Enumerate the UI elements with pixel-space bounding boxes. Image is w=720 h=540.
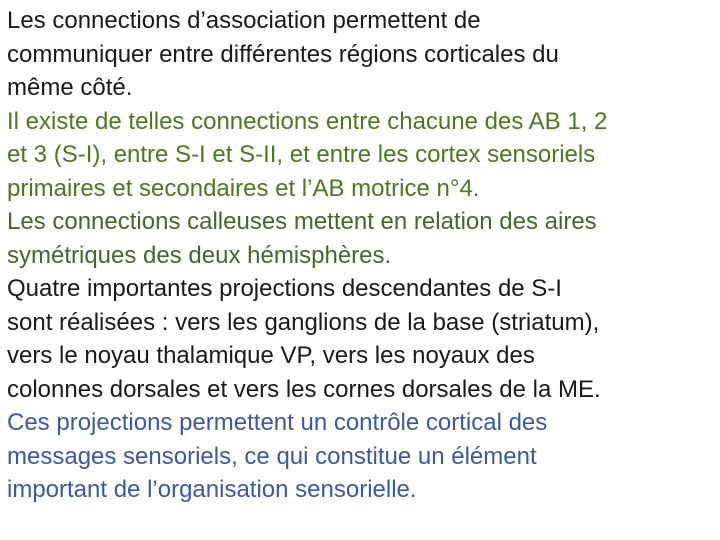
text-line: Quatre importantes projections descendantes de S-I <box>7 275 562 302</box>
text-line: même côté. <box>7 74 133 101</box>
text-line: Les connections calleuses mettent en relation des aires <box>7 208 597 235</box>
text-line: important de l’organisation sensorielle. <box>7 476 417 503</box>
paragraph-ab-connections <box>7 105 714 206</box>
paragraph-callosal <box>7 205 714 272</box>
paragraph-association <box>7 4 714 105</box>
text-line: symétriques des deux hémisphères. <box>7 241 392 269</box>
text-line: vers le noyau thalamique VP, vers les noyaux des <box>7 342 535 369</box>
text-line: Ces projections permettent un contrôle cortical des <box>7 409 548 436</box>
text-line: Il existe de telles connections entre chacune des AB 1, 2 <box>7 107 608 135</box>
paragraph-cortical-control <box>7 406 714 507</box>
paragraph-descending-projections <box>7 272 714 406</box>
text-line: primaires et secondaires et l’AB motrice n°4. <box>7 174 480 202</box>
text-line: Les connections d’association permettent de <box>7 7 481 34</box>
text-line: sont réalisées : vers les ganglions de la base (striatum), <box>7 308 600 336</box>
text-line: communiquer entre différentes régions corticales du <box>7 40 559 68</box>
text-line: et 3 (S-I), entre S-I et S-II, et entre les cortex sensoriels <box>7 141 596 168</box>
text-line: messages sensoriels, ce qui constitue un élément <box>7 442 537 470</box>
text-line: colonnes dorsales et vers les cornes dorsales de la ME. <box>7 375 601 403</box>
